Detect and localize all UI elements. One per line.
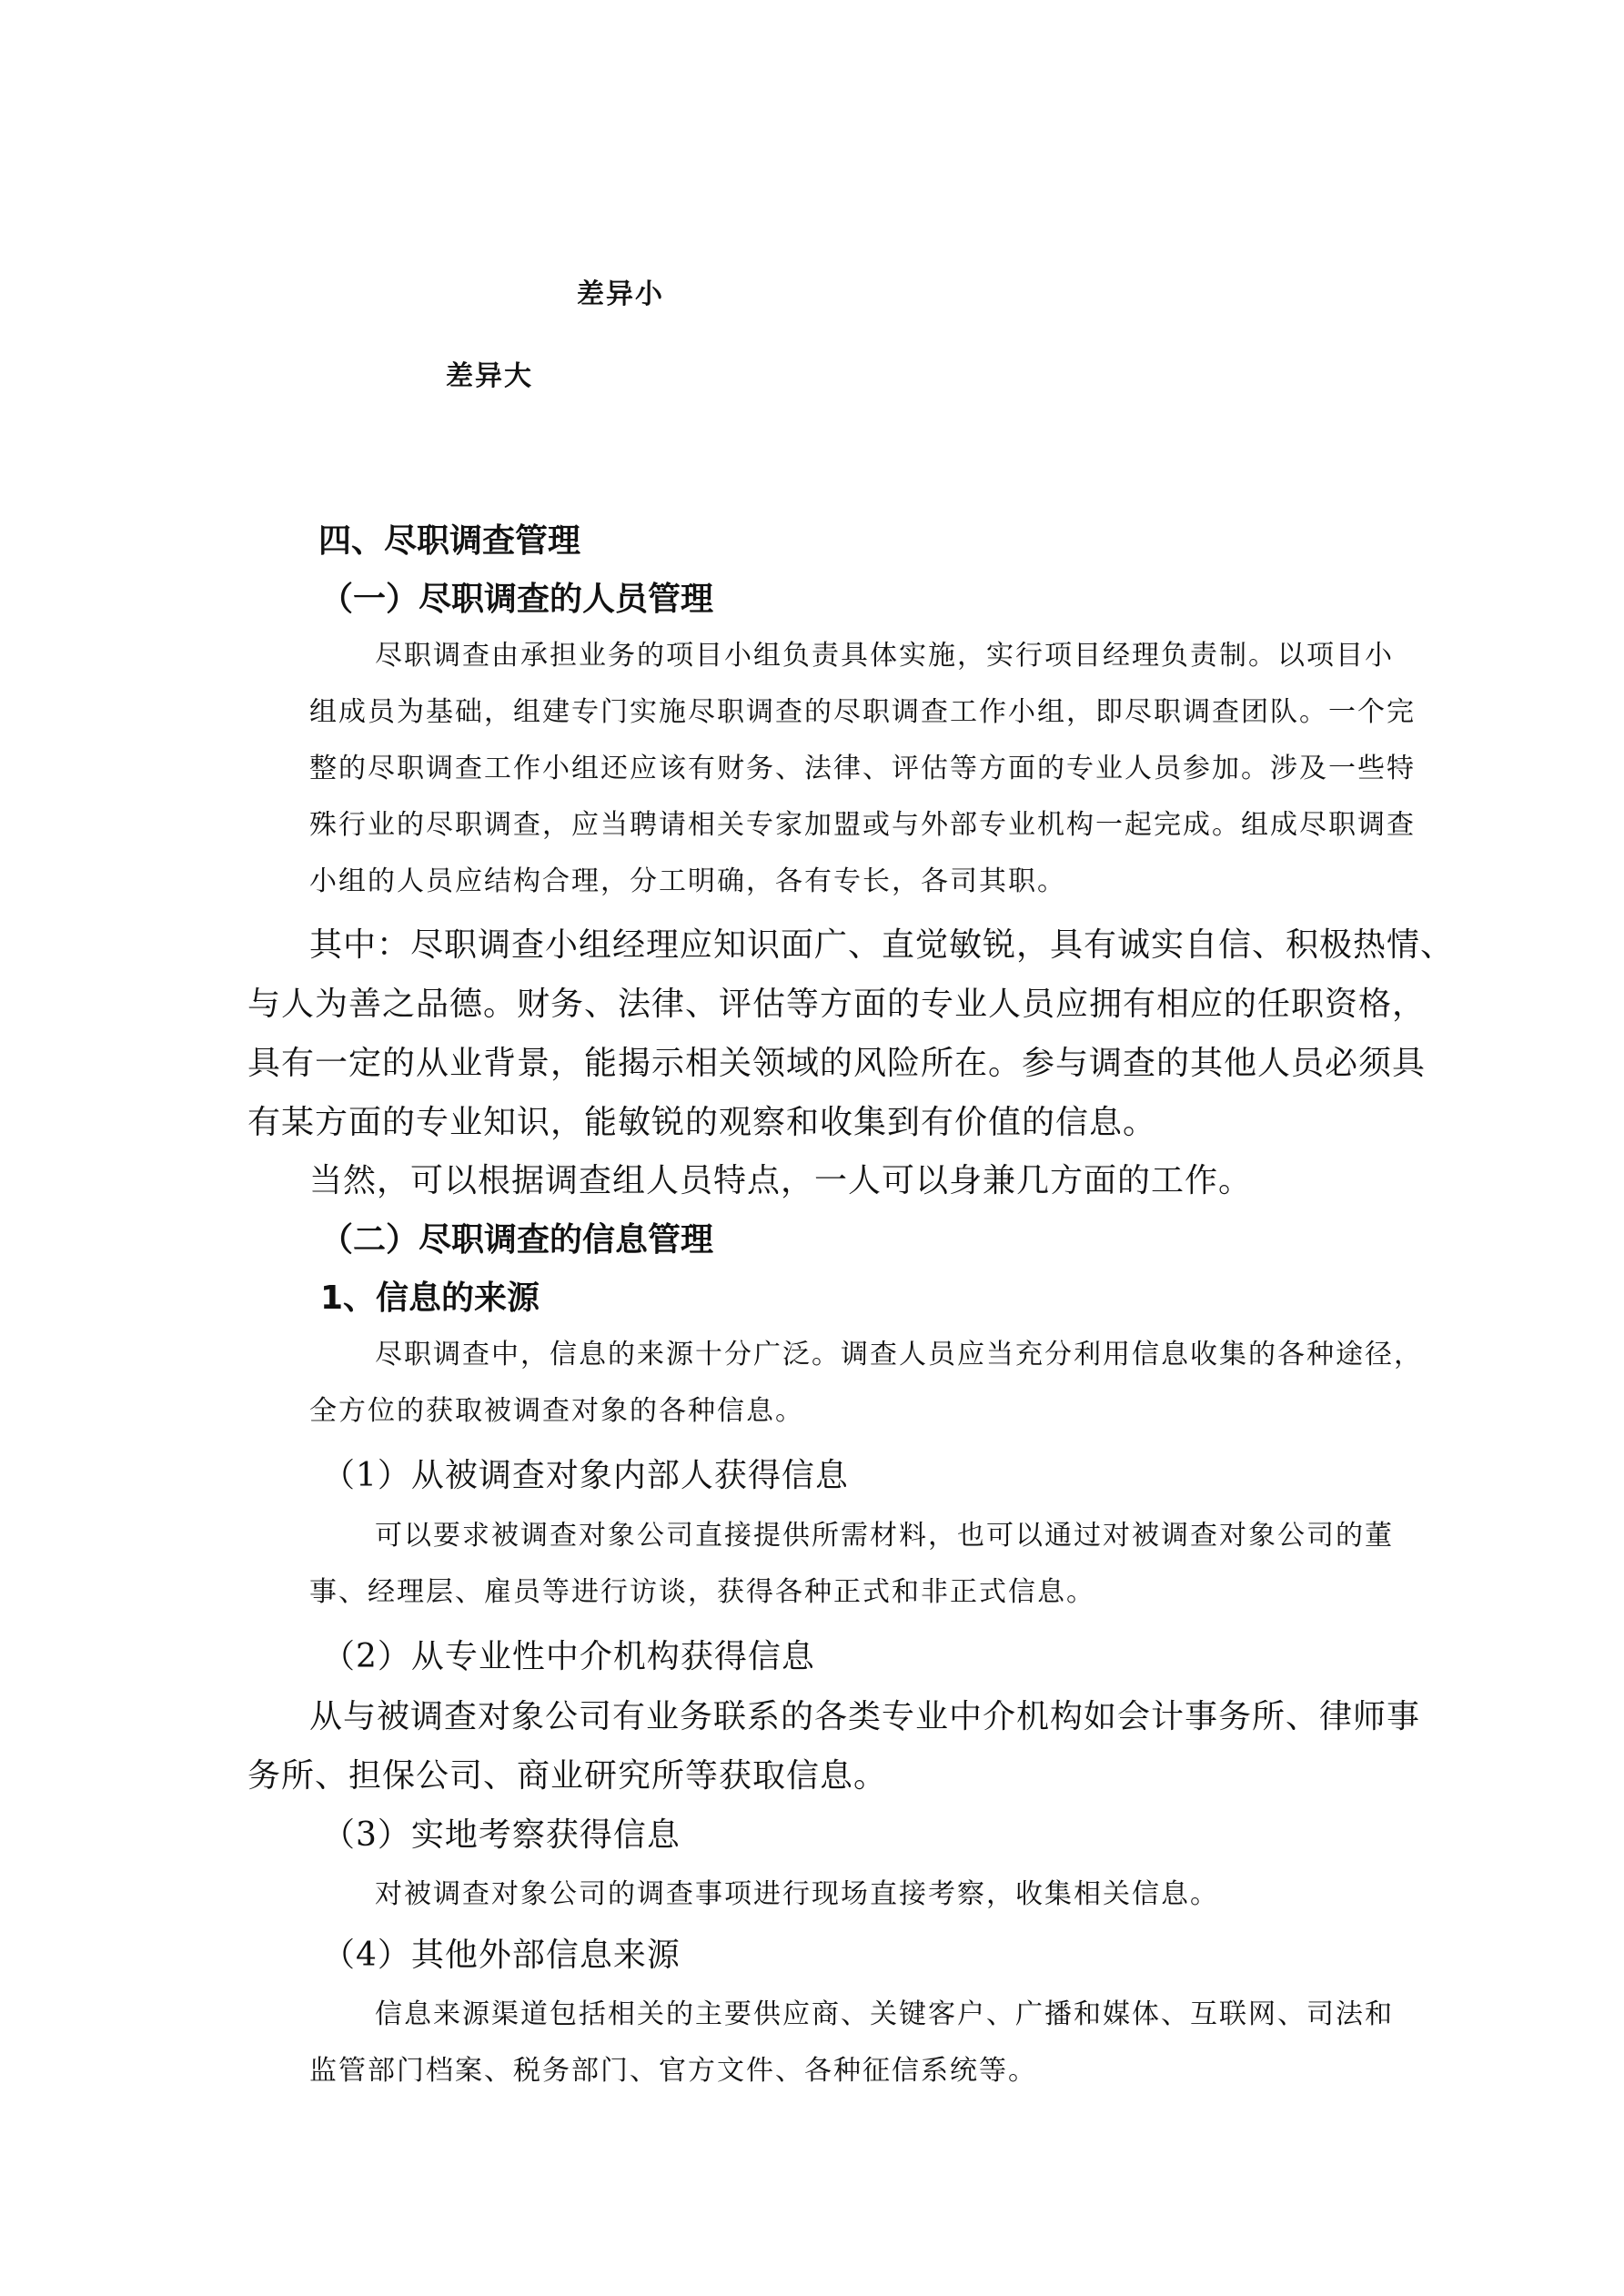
paragraph-line: 务所、担保公司、商业研究所等获取信息。	[247, 1757, 888, 1795]
paragraph-line: 从与被调查对象公司有业务联系的各类专业中介机构如会计事务所、律师事	[309, 1698, 1421, 1735]
paragraph-line: 对被调查对象公司的调查事项进行现场直接考察，收集相关信息。	[375, 1878, 1219, 1910]
paragraph-line: 信息来源渠道包括相关的主要供应商、关键客户、广播和媒体、互联网、司法和	[375, 1998, 1394, 2030]
section-title: 四、尽职调查管理	[318, 522, 581, 560]
paragraph-line: 全方位的获取被调查对象的各种信息。	[309, 1395, 804, 1427]
paragraph-line: 尽职调查由承担业务的项目小组负责具体实施，实行项目经理负责制。以项目小	[375, 640, 1394, 672]
paragraph-line: 可以要求被调查对象公司直接提供所需材料，也可以通过对被调查对象公司的董	[375, 1520, 1394, 1552]
paragraph-line: 事、经理层、雇员等进行访谈，获得各种正式和非正式信息。	[309, 1576, 1095, 1608]
paragraph-line: 具有一定的从业背景，能揭示相关领域的风险所在。参与调查的其他人员必须具	[247, 1045, 1427, 1082]
paragraph-line: 整的尽职调查工作小组还应该有财务、法律、评估等方面的专业人员参加。涉及一些特	[309, 753, 1416, 784]
subsection-2-title: （二）尽职调查的信息管理	[320, 1221, 714, 1259]
paragraph-line: 其中：尽职调查小组经理应知识面广、直觉敏锐，具有诚实自信、积极热情、	[309, 926, 1455, 964]
paragraph-line: 殊行业的尽职调查，应当聘请相关专家加盟或与外部专业机构一起完成。组成尽职调查	[309, 809, 1416, 841]
paragraph-line: 小组的人员应结构合理，分工明确，各有专长，各司其职。	[309, 865, 1066, 897]
paragraph-line: 与人为善之品德。财务、法律、评估等方面的专业人员应拥有相应的任职资格，	[247, 986, 1427, 1023]
label-large-difference: 差异大	[446, 360, 533, 392]
label-small-difference: 差异小	[577, 278, 664, 310]
item-1-title: 1、信息的来源	[320, 1279, 540, 1317]
source-1-title: （1）从被调查对象内部人获得信息	[322, 1457, 849, 1494]
source-3-title: （3）实地考察获得信息	[322, 1816, 681, 1854]
paragraph-line: 监管部门档案、税务部门、官方文件、各种征信系统等。	[309, 2055, 1037, 2087]
subsection-1-title: （一）尽职调查的人员管理	[320, 581, 714, 618]
paragraph-line: 有某方面的专业知识，能敏锐的观察和收集到有价值的信息。	[247, 1104, 1157, 1141]
paragraph-line: 组成员为基础，组建专门实施尽职调查的尽职调查工作小组，即尽职调查团队。一个完	[309, 696, 1416, 728]
paragraph-line: 尽职调查中，信息的来源十分广泛。调查人员应当充分利用信息收集的各种途径，	[375, 1339, 1423, 1371]
source-4-title: （4）其他外部信息来源	[322, 1937, 681, 1974]
source-2-title: （2）从专业性中介机构获得信息	[322, 1638, 815, 1675]
paragraph-line: 当然，可以根据调查组人员特点，一人可以身兼几方面的工作。	[309, 1162, 1253, 1199]
